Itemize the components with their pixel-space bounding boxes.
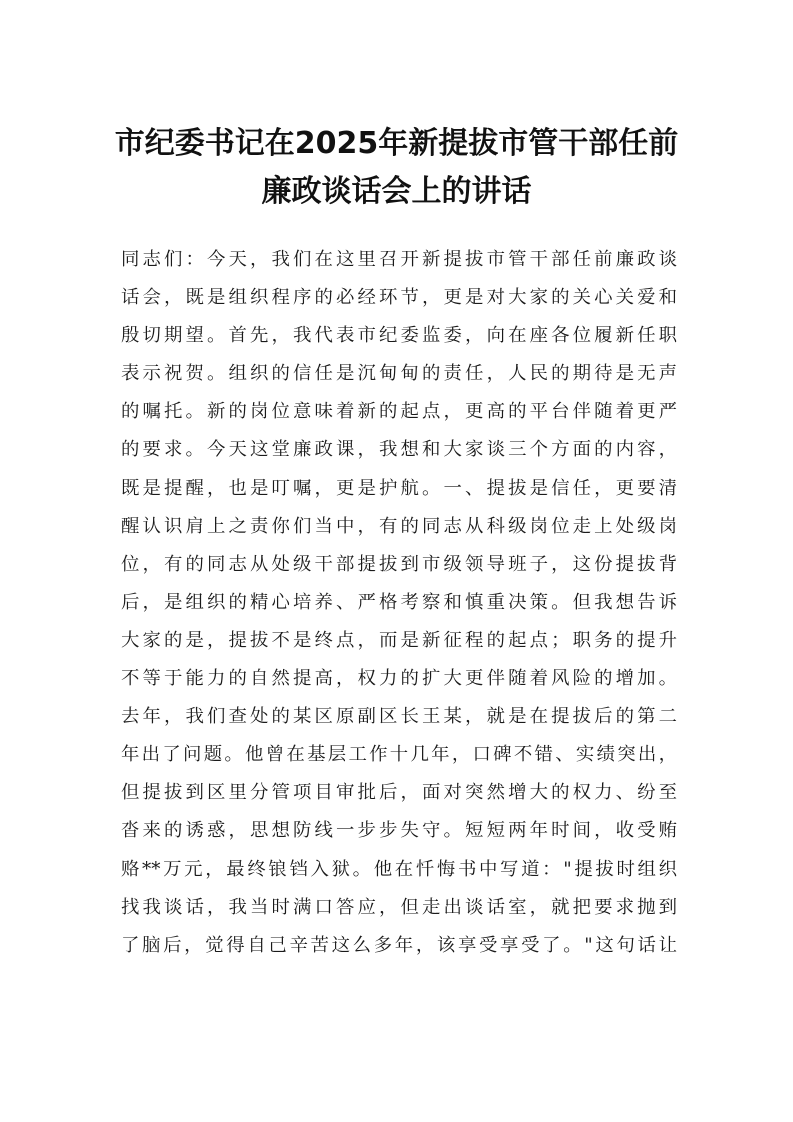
body-line: 后，是组织的精心培养、严格考察和慎重决策。但我想告诉 [121, 591, 677, 613]
body-line: 去年，我们查处的某区原副区长王某，就是在提拔后的第二 [121, 706, 677, 728]
document-title-line-1: 市纪委书记在2025年新提拔市管干部任前 [114, 126, 679, 161]
body-line: 位，有的同志从处级干部提拔到市级领导班子，这份提拔背 [121, 553, 677, 575]
document-title-line-2: 廉政谈话会上的讲话 [261, 174, 532, 209]
body-line: 赂**万元，最终锒铛入狱。他在忏悔书中写道："提拔时组织 [121, 858, 677, 880]
body-line: 不等于能力的自然提高，权力的扩大更伴随着风险的增加。 [121, 668, 677, 690]
speech-body [121, 241, 677, 965]
body-line: 醒认识肩上之责你们当中，有的同志从科级岗位走上处级岗 [121, 515, 677, 537]
body-line: 了脑后，觉得自己辛苦这么多年，该享受享受了。"这句话让 [121, 934, 677, 956]
body-line: 殷切期望。首先，我代表市纪委监委，向在座各位履新任职 [121, 325, 677, 347]
body-line: 但提拔到区里分管项目审批后，面对突然增大的权力、纷至 [121, 782, 677, 804]
body-line: 话会，既是组织程序的必经环节，更是对大家的关心关爱和 [121, 287, 677, 309]
body-line: 年出了问题。他曾在基层工作十几年，口碑不错、实绩突出， [121, 744, 677, 766]
body-line: 的嘱托。新的岗位意味着新的起点，更高的平台伴随着更严 [121, 401, 677, 423]
body-line: 找我谈话，我当时满口答应，但走出谈话室，就把要求抛到 [121, 896, 677, 918]
body-line: 既是提醒，也是叮嘱，更是护航。一、提拔是信任，更要清 [121, 477, 677, 499]
body-line: 沓来的诱惑，思想防线一步步失守。短短两年时间，收受贿 [121, 820, 677, 842]
body-line: 大家的是，提拔不是终点，而是新征程的起点；职务的提升 [121, 629, 677, 651]
body-line: 的要求。今天这堂廉政课，我想和大家谈三个方面的内容， [121, 439, 677, 461]
body-line: 表示祝贺。组织的信任是沉甸甸的责任，人民的期待是无声 [121, 363, 677, 385]
body-line: 同志们：今天，我们在这里召开新提拔市管干部任前廉政谈 [121, 249, 677, 270]
